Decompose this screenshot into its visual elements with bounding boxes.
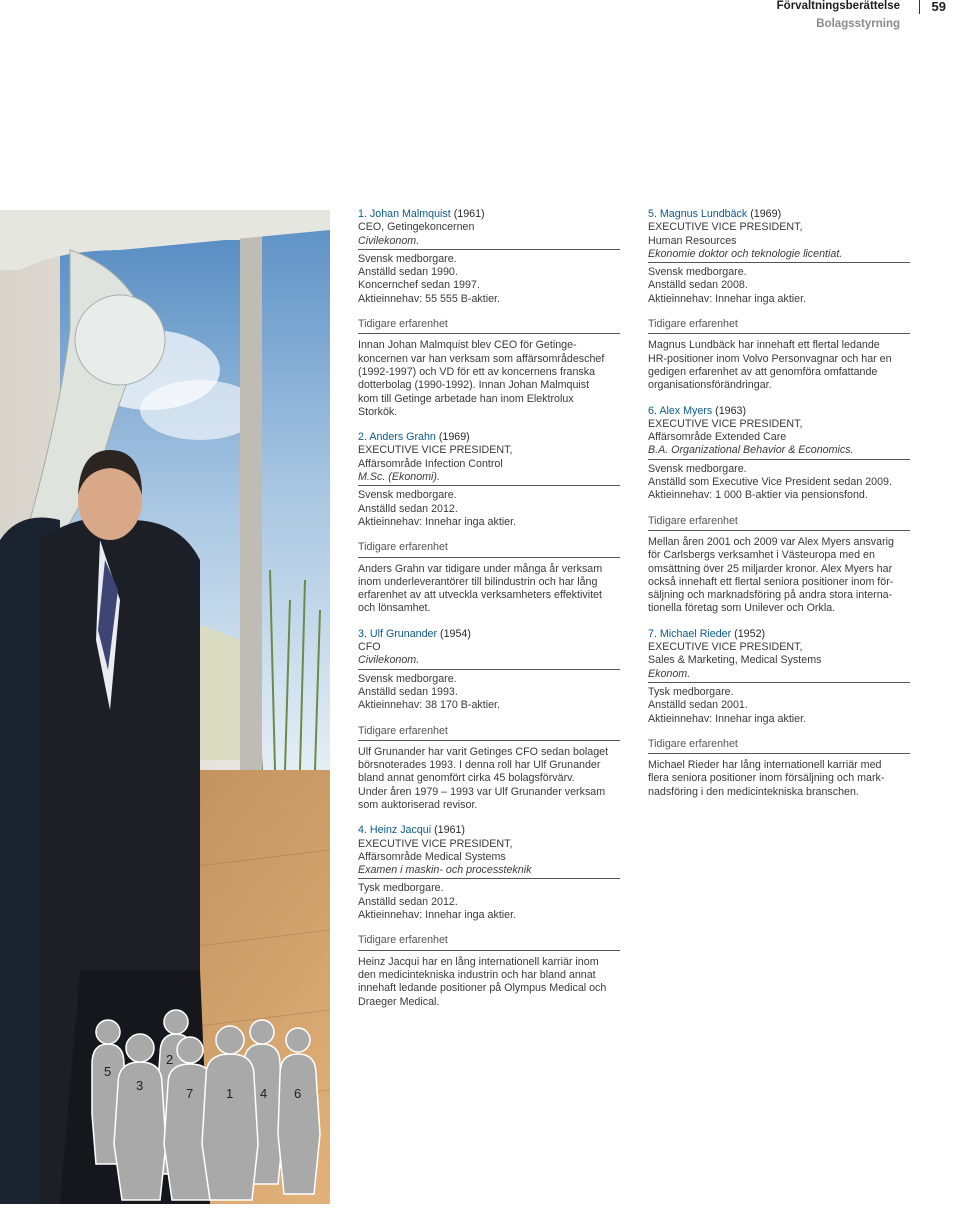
profile-birth-year: (1954) [440, 627, 471, 640]
exp-lines-line: Storkök. [358, 405, 398, 418]
executive-profile [648, 405, 910, 616]
silhouette-4-head [250, 1020, 274, 1044]
silhouette-label-5: 5 [104, 1064, 112, 1079]
experience-text [648, 339, 910, 392]
profile-number: 4. [358, 824, 367, 837]
exp-lines-line: Ulf Grunander har varit Getinges CFO sedan bolaget [358, 745, 609, 758]
experience-text [358, 956, 620, 1009]
experience-text [358, 563, 620, 616]
executive-profile [648, 208, 910, 393]
exp-lines-line: Draeger Medical. [358, 995, 440, 1008]
exp-lines-line: erfarenhet av att utveckla verksamheters effektivitet [358, 589, 602, 602]
experience-label: Tidigare erfarenhet [648, 318, 910, 334]
executive-profile [358, 208, 620, 419]
facts-line: Tysk medborgare. [648, 685, 734, 698]
silhouette-7-head [177, 1037, 203, 1063]
silhouette-label-6: 6 [294, 1086, 302, 1101]
facts-line: Svensk medborgare. [648, 462, 747, 475]
profile-role [648, 418, 910, 445]
name-line [358, 208, 620, 221]
name-line [648, 405, 910, 418]
column-left [358, 208, 620, 1021]
role-lines-line: EXECUTIVE VICE PRESIDENT, [648, 417, 803, 430]
exp-lines-line: säljning och marknadsföring på andra stora interna- [648, 589, 893, 602]
profile-facts [648, 463, 910, 503]
name-line [648, 208, 910, 221]
facts-line: Aktieinnehav: 38 170 B-aktier. [358, 699, 500, 712]
profile-number: 6. [648, 404, 657, 417]
profile-name: Magnus Lundbäck [659, 208, 748, 220]
experience-label: Tidigare erfarenhet [358, 934, 620, 950]
name-line [358, 628, 620, 641]
exp-lines-line: organisationsförändringar. [648, 379, 772, 392]
silhouette-2-head [164, 1010, 188, 1034]
profile-name: Alex Myers [659, 404, 713, 417]
role-lines-line: Affärsområde Medical Systems [358, 850, 506, 863]
profile-role [358, 444, 620, 471]
exp-lines-line: dotterbolag (1990-1992). Innan Johan Malmquist [358, 379, 590, 392]
profile-name: Ulf Grunander [369, 627, 438, 640]
exp-lines-line: också innehaft ett flertal seniora positioner inom för- [648, 575, 894, 588]
exp-lines-line: koncernen var han verksam som affärsområdeschef [358, 352, 605, 365]
facts-line: Aktieinnehav: 1 000 B-aktier via pensionsfond. [648, 489, 868, 502]
exp-lines-line: Anders Grahn var tidigare under många år verksam [358, 562, 603, 575]
role-lines-line: Affärsområde Infection Control [358, 457, 503, 470]
exp-lines-line: (1992-1997) och VD för ett av koncernens franska [358, 365, 596, 378]
facts-line: Aktieinnehav: Innehar inga aktier. [358, 909, 517, 922]
role-lines-line: Human Resources [648, 234, 737, 247]
facts-line: Anställd sedan 2001. [648, 699, 748, 712]
profile-facts [648, 686, 910, 726]
facts-line: Anställd sedan 1993. [358, 685, 458, 698]
role-lines-line: Sales & Marketing, Medical Systems [648, 654, 822, 667]
subsection-title: Bolagsstyrning [816, 18, 900, 30]
profile-facts [358, 253, 620, 306]
exp-lines-line: gedigen erfarenhet av att genomföra omfattande [648, 365, 878, 378]
name-line [358, 824, 620, 837]
facts-line: Svensk medborgare. [648, 266, 747, 279]
team-photo [0, 210, 330, 1204]
profile-birth-year: (1952) [734, 627, 766, 640]
profile-facts [648, 266, 910, 306]
name-line [648, 628, 910, 641]
exp-lines-line: och lönsamhet. [358, 602, 431, 615]
silhouette-1-head [216, 1026, 244, 1054]
profile-facts [358, 489, 620, 529]
profile-education: Ekonom. [648, 668, 910, 683]
page-header [550, 0, 950, 40]
exp-lines-line: Innan Johan Malmquist blev CEO för Getinge- [358, 339, 577, 352]
experience-label: Tidigare erfarenhet [648, 738, 910, 754]
role-lines-line: EXECUTIVE VICE PRESIDENT, [648, 221, 803, 234]
exp-lines-line: Magnus Lundbäck har innehaft ett flertal ledande [648, 339, 880, 352]
facts-line: Anställd sedan 1990. [358, 266, 458, 279]
profile-birth-year: (1961) [434, 824, 465, 837]
exp-lines-line: kom till Getinge arbetade han inom Elektrolux [358, 392, 574, 405]
name-line [358, 431, 620, 444]
facts-line: Aktieinnehav: Innehar inga aktier. [358, 515, 517, 528]
profile-name: Heinz Jacqui [369, 824, 432, 837]
facts-line: Svensk medborgare. [358, 252, 457, 265]
silhouette-key [0, 1004, 330, 1204]
facts-line: Svensk medborgare. [358, 672, 457, 685]
profile-number: 1. [358, 208, 367, 220]
exp-lines-line: bland annat genomfört cirka 45 bolagsförvärv. [358, 772, 575, 785]
facts-line: Aktieinnehav: Innehar inga aktier. [648, 292, 807, 305]
profile-birth-year: (1963) [715, 404, 747, 417]
facts-line: Anställd sedan 2008. [648, 279, 748, 292]
executive-profile [358, 431, 620, 616]
profile-name: Johan Malmquist [369, 208, 451, 220]
experience-label: Tidigare erfarenhet [358, 318, 620, 334]
facts-line: Svensk medborgare. [358, 489, 457, 502]
profile-name: Michael Rieder [659, 627, 732, 640]
experience-text [648, 759, 910, 799]
experience-label: Tidigare erfarenhet [648, 515, 910, 531]
facts-line: Anställd sedan 2012. [358, 502, 458, 515]
column-right [648, 208, 910, 811]
facts-line: Koncernchef sedan 1997. [358, 279, 480, 292]
experience-text [648, 536, 910, 616]
header-divider [919, 0, 920, 14]
facts-line: Anställd sedan 2012. [358, 895, 458, 908]
experience-text [358, 339, 620, 419]
profile-role [648, 641, 910, 668]
profile-birth-year: (1969) [438, 431, 470, 444]
exp-lines-line: Michael Rieder har lång internationell karriär med [648, 759, 882, 772]
silhouette-label-3: 3 [136, 1078, 144, 1093]
facts-line: Tysk medborgare. [358, 882, 444, 895]
profile-education: M.Sc. (Ekonomi). [358, 471, 620, 486]
profile-education: B.A. Organizational Behavior & Economics. [648, 444, 910, 459]
experience-label: Tidigare erfarenhet [358, 725, 620, 741]
profile-number: 7. [648, 627, 657, 640]
profile-role [358, 221, 620, 234]
profile-birth-year: (1969) [750, 208, 782, 220]
role-lines-line: CEO, Getingekoncernen [358, 221, 475, 234]
page-number: 59 [931, 0, 946, 14]
profile-education: Examen i maskin- och processteknik [358, 864, 620, 879]
exp-lines-line: som auktoriserad revisor. [358, 798, 478, 811]
exp-lines-line: den medicintekniska industrin och har bland annat [358, 968, 596, 981]
profile-number: 5. [648, 208, 657, 220]
role-lines-line: CFO [358, 641, 381, 654]
silhouette-label-7: 7 [186, 1086, 194, 1101]
exp-lines-line: Under åren 1979 – 1993 var Ulf Grunander verksam [358, 785, 606, 798]
silhouette-label-4: 4 [260, 1086, 268, 1101]
role-lines-line: EXECUTIVE VICE PRESIDENT, [648, 641, 803, 654]
experience-label: Tidigare erfarenhet [358, 541, 620, 557]
silhouette-6 [278, 1054, 320, 1194]
profile-number: 2. [358, 431, 367, 444]
exp-lines-line: för Carlsbergs verksamhet i Västeuropa med en [648, 549, 875, 562]
profile-education: Civilekonom. [358, 235, 620, 250]
profile-role [358, 641, 620, 654]
facts-line: Anställd som Executive Vice President sedan 2009. [648, 476, 892, 489]
profile-education: Ekonomie doktor och teknologie licentiat. [648, 248, 910, 263]
exp-lines-line: HR-positioner inom Volvo Personvagnar och har en [648, 352, 892, 365]
exp-lines-line: Heinz Jacqui har en lång internationell karriär inom [358, 955, 599, 968]
profile-role [358, 838, 620, 865]
silhouette-label-2: 2 [166, 1052, 174, 1067]
facts-line: Aktieinnehav: 55 555 B-aktier. [358, 292, 500, 305]
profile-name: Anders Grahn [369, 431, 436, 444]
role-lines-line: Affärsområde Extended Care [648, 431, 787, 444]
profile-role [648, 221, 910, 248]
exp-lines-line: flera seniora positioner inom försäljning och mark- [648, 772, 885, 785]
exp-lines-line: nadsföring i den medicintekniska branschen. [648, 785, 859, 798]
silhouette-1 [202, 1054, 258, 1200]
silhouette-6-head [286, 1028, 310, 1052]
executive-profile [358, 824, 620, 1009]
facts-line: Aktieinnehav: Innehar inga aktier. [648, 712, 807, 725]
profile-facts [358, 673, 620, 713]
silhouette-3-head [126, 1034, 154, 1062]
experience-text [358, 746, 620, 812]
exp-lines-line: omsättning över 25 miljarder kronor. Alex Myers har [648, 562, 893, 575]
profile-number: 3. [358, 627, 367, 640]
profile-education: Civilekonom. [358, 654, 620, 669]
exp-lines-line: innehaft ledande positioner på Olympus Medical och [358, 982, 607, 995]
exp-lines-line: börsnoterades 1993. I denna roll har Ulf Grunander [358, 759, 601, 772]
silhouette-label-1: 1 [226, 1086, 234, 1101]
profile-facts [358, 882, 620, 922]
executive-profile [358, 628, 620, 813]
role-lines-line: EXECUTIVE VICE PRESIDENT, [358, 837, 513, 850]
exp-lines-line: inom underleverantörer till bilindustrin och har lång [358, 575, 598, 588]
executive-profile [648, 628, 910, 799]
silhouette-5-head [96, 1020, 120, 1044]
section-title: Förvaltningsberättelse [776, 0, 900, 12]
exp-lines-line: Mellan åren 2001 och 2009 var Alex Myers ansvarig [648, 535, 894, 548]
profile-birth-year: (1961) [453, 208, 485, 220]
exp-lines-line: tionella företag som Unilever och Orkla. [648, 602, 836, 615]
role-lines-line: EXECUTIVE VICE PRESIDENT, [358, 444, 513, 457]
